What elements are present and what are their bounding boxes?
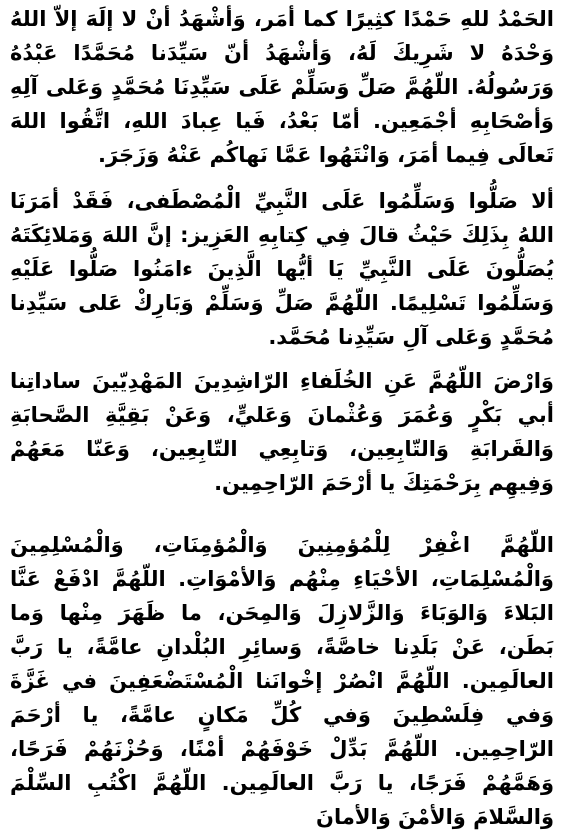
paragraph-opening-praise: الحَمْدُ للهِ حَمْدًا كثِيرًا كما أمَر، وَأشْهَدُ أنْ لا إلَهَ إلاّ اللهُ وَحْدَهُ لا شَرِيكَ لَهُ، وَأشْهَدُ أنّ سَيِّدَنا مُحَمَّدًا عَبْدُهُ وَرَسُولُهُ. اللّهُمَّ صَلِّ وَسَلِّمْ عَلَى سَيِّدِنَا مُحَمَّدٍ وَعَلى آلِهِ وَأصْحَابِهِ أجْمَعِين. أمّا بَعْدُ، فَيا عِبادَ اللهِ، اتَّقُوا اللهَ تَعالَى فِيما أمَرَ، وَانْتَهُوا عَمَّا نَهاكُم عَنْهُ وَزَجَرَ. <box>10 7 554 167</box>
paragraph-salawat: ألا صَلُّوا وَسَلِّمُوا عَلَى النَّبِيِّ الْمُصْطَفى، فَقَدْ أمَرَنَا اللهُ بِذَلِكَ حَيْثُ قالَ فِي كِتابِهِ العَزِيز: إنَّ اللهَ وَمَلائِكَتَهُ يُصَلُّونَ عَلَى النَّبِيِّ يَا أيُّها الَّذِينَ ءامَنُوا صَلُّوا عَلَيْهِ وَسَلِّمُوا تَسْلِيمًا. اللّهُمَّ صَلِّ وَسَلِّمْ وَبَارِكْ عَلى سَيِّدِنا مُحَمَّدٍ وَعَلى آلِ سَيِّدِنا مُحَمَّد. <box>10 189 554 349</box>
paragraph-caliphs: وَارْضَ اللّهُمَّ عَنِ الخُلَفاءِ الرّاشِدِينَ المَهْدِيّينَ ساداتِنا أبي بَكْرٍ وَعُمَرَ وَعُثْمانَ وَعَليٍّ، وَعَنْ بَقِيَّةِ الصَّحابَةِ وَالقَرابَةِ وَالتّابِعِين، وَتابِعِي التّابِعِين، وَعَنّا مَعَهُمْ وَفِيهِم بِرَحْمَتِكَ يا أرْحَمَ الرّاحِمِين. <box>10 369 554 495</box>
paragraph-supplication: اللّهُمَّ اغْفِرْ لِلْمُؤمِنِينَ وَالْمُؤمِنَاتِ، وَالْمُسْلِمِينَ وَالْمُسْلِمَاتِ، الأحْيَاءِ مِنْهُم وَالأمْوَاتِ. اللّهُمَّ ادْفَعْ عَنَّا البَلاءَ وَالوَبَاءَ وَالزَّلازِلَ وَالمِحَن، ما ظَهَرَ مِنْها وَما بَطَن، عَنْ بَلَدِنا خاصَّةً، وَسائِرِ البُلْدانِ عامَّةً، يا رَبَّ العالَمِين. اللّهُمَّ انْصُرْ إخْوانَنا الْمُسْتَضْعَفِينَ في غَزَّةَ وَفي فِلَسْطِينَ وَفي كُلِّ مَكانٍ عامَّةً، يا أرْحَمَ الرّاحِمِين. اللّهُمَّ بَدِّلْ خَوْفَهُمْ أمْنًا، وَحُزْنَهُمْ فَرَحًا، وَهَمَّهُمْ فَرَجًا، يا رَبَّ العالَمِين. اللّهُمَّ اكْتُبِ السِّلْمَ وَالسَّلامَ وَالأمْنَ وَالأمانَ <box>10 533 554 829</box>
